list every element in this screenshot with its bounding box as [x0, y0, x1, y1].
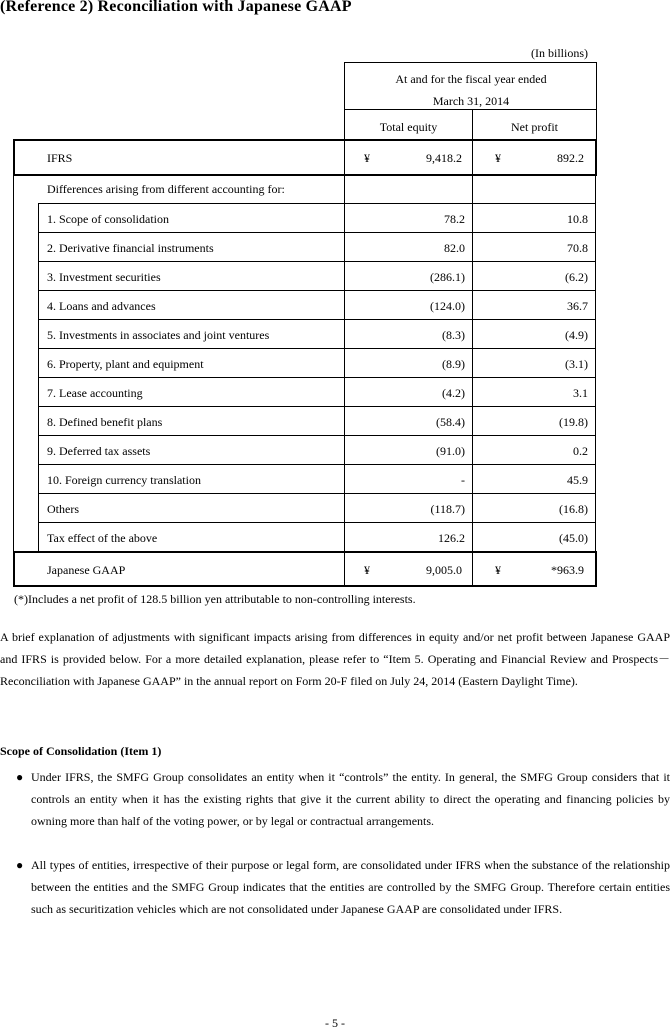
row-label: 7. Lease accounting — [47, 386, 143, 400]
row-label: 3. Investment securities — [47, 270, 161, 284]
profit-cell: (4.9) — [565, 328, 588, 342]
row-label: 6. Property, plant and equipment — [47, 357, 204, 371]
table-line — [472, 553, 473, 585]
row-label: Others — [47, 502, 79, 516]
profit-cell: 36.7 — [567, 299, 588, 313]
profit-cell: (19.8) — [559, 415, 588, 429]
equity-cell: 78.2 — [444, 212, 465, 226]
table-line — [596, 62, 597, 139]
jgaap-profit-value: *963.9 — [551, 563, 584, 577]
equity-cell: (4.2) — [442, 386, 465, 400]
row-label: Tax effect of the above — [47, 531, 158, 545]
column-header-equity: Total equity — [379, 120, 438, 134]
table-line — [38, 406, 596, 407]
row-label: 8. Defined benefit plans — [47, 415, 163, 429]
section-heading: Scope of Consolidation (Item 1) — [0, 744, 162, 758]
table-line — [38, 261, 596, 262]
yen-symbol: ¥ — [495, 151, 501, 165]
page-number: - 5 - — [325, 1016, 345, 1030]
table-line — [344, 62, 597, 63]
table-line — [472, 174, 473, 552]
table-line — [38, 203, 596, 204]
bullet-icon: ● — [16, 858, 24, 872]
table-line — [344, 141, 345, 174]
table-line — [38, 348, 596, 349]
table-line — [38, 319, 596, 320]
table-line — [38, 493, 596, 494]
yen-symbol: ¥ — [364, 563, 370, 577]
bullet-item — [16, 854, 670, 920]
ifrs-label: IFRS — [47, 151, 73, 165]
jgaap-equity-value: 9,005.0 — [426, 563, 462, 577]
table-line — [38, 435, 596, 436]
equity-cell: (124.0) — [430, 299, 465, 313]
row-label: 9. Deferred tax assets — [47, 444, 151, 458]
profit-cell: (6.2) — [565, 270, 588, 284]
table-line — [472, 141, 473, 174]
bullet-text: Under IFRS, the SMFG Group consolidates an entity when it “controls” the entity. In general, the SMFG Group considers that it controls an entity when it has the existing rights that give it the current ability to direct the operating and financing policies by owning more than half of the voting power, or by legal or contractual arrangements. — [31, 770, 670, 828]
equity-cell: (118.7) — [430, 502, 465, 516]
bullet-icon: ● — [16, 770, 24, 784]
intro-paragraph: A brief explanation of adjustments with significant impacts arising from differences in equity and/or net profit between Japanese GAAP and IFRS is provided below. For a more detailed explanation, please refer to “Item 5. Operating and Financial Review and Prospects－Reconciliation with Japanese GAAP” in the annual report on Form 20-F filed on July 24, 2014 (Eastern Daylight Time). — [0, 630, 670, 688]
table-footnote: (*)Includes a net profit of 128.5 billion yen attributable to non-controlling interests. — [14, 592, 416, 606]
unit-label: (In billions) — [531, 46, 588, 60]
profit-cell: 10.8 — [567, 212, 588, 226]
table-line — [38, 464, 596, 465]
equity-cell: - — [461, 473, 465, 487]
bullet-item — [16, 766, 670, 832]
equity-cell: 82.0 — [444, 241, 465, 255]
profit-cell: 70.8 — [567, 241, 588, 255]
ifrs-equity-value: 9,418.2 — [426, 151, 462, 165]
equity-cell: (58.4) — [436, 415, 465, 429]
page-title: (Reference 2) Reconciliation with Japanese GAAP — [0, 0, 352, 15]
table-line — [13, 174, 14, 552]
table-line — [344, 174, 345, 552]
row-label: 4. Loans and advances — [47, 299, 156, 313]
equity-cell: (286.1) — [430, 270, 465, 284]
profit-cell: 45.9 — [567, 473, 588, 487]
header-line-2: March 31, 2014 — [432, 94, 510, 108]
row-label: 10. Foreign currency translation — [47, 473, 201, 487]
profit-cell: 0.2 — [573, 444, 588, 458]
equity-cell: (8.9) — [442, 357, 465, 371]
table-line — [38, 522, 596, 523]
differences-label: Differences arising from different accounting for: — [47, 182, 285, 196]
profit-cell: 3.1 — [573, 386, 588, 400]
profit-cell: (3.1) — [565, 357, 588, 371]
equity-cell: (91.0) — [436, 444, 465, 458]
jgaap-label: Japanese GAAP — [47, 563, 126, 577]
row-label: 2. Derivative financial instruments — [47, 241, 214, 255]
column-header-profit: Net profit — [511, 120, 558, 134]
yen-symbol: ¥ — [364, 151, 370, 165]
table-line — [344, 553, 345, 585]
row-label: 5. Investments in associates and joint ventures — [47, 328, 270, 342]
bullet-text: All types of entities, irrespective of their purpose or legal form, are consolidated under IFRS when the substance of the relationship between the entities and the SMFG Group indicates that the entities are controlled by the SMFG Group. Therefore certain entities such as securitization vehicles which are not consolidated under Japanese GAAP are consolidated under IFRS. — [31, 858, 670, 916]
table-line — [595, 174, 596, 552]
table-line — [38, 232, 596, 233]
table-line — [38, 377, 596, 378]
ifrs-profit-value: 892.2 — [557, 151, 584, 165]
equity-cell: 126.2 — [438, 531, 465, 545]
profit-cell: (45.0) — [559, 531, 588, 545]
table-line — [38, 290, 596, 291]
table-header-period — [346, 68, 596, 112]
yen-symbol: ¥ — [495, 563, 501, 577]
profit-cell: (16.8) — [559, 502, 588, 516]
header-line-1: At and for the fiscal year ended — [395, 72, 547, 86]
equity-cell: (8.3) — [442, 328, 465, 342]
row-label: 1. Scope of consolidation — [47, 212, 169, 226]
